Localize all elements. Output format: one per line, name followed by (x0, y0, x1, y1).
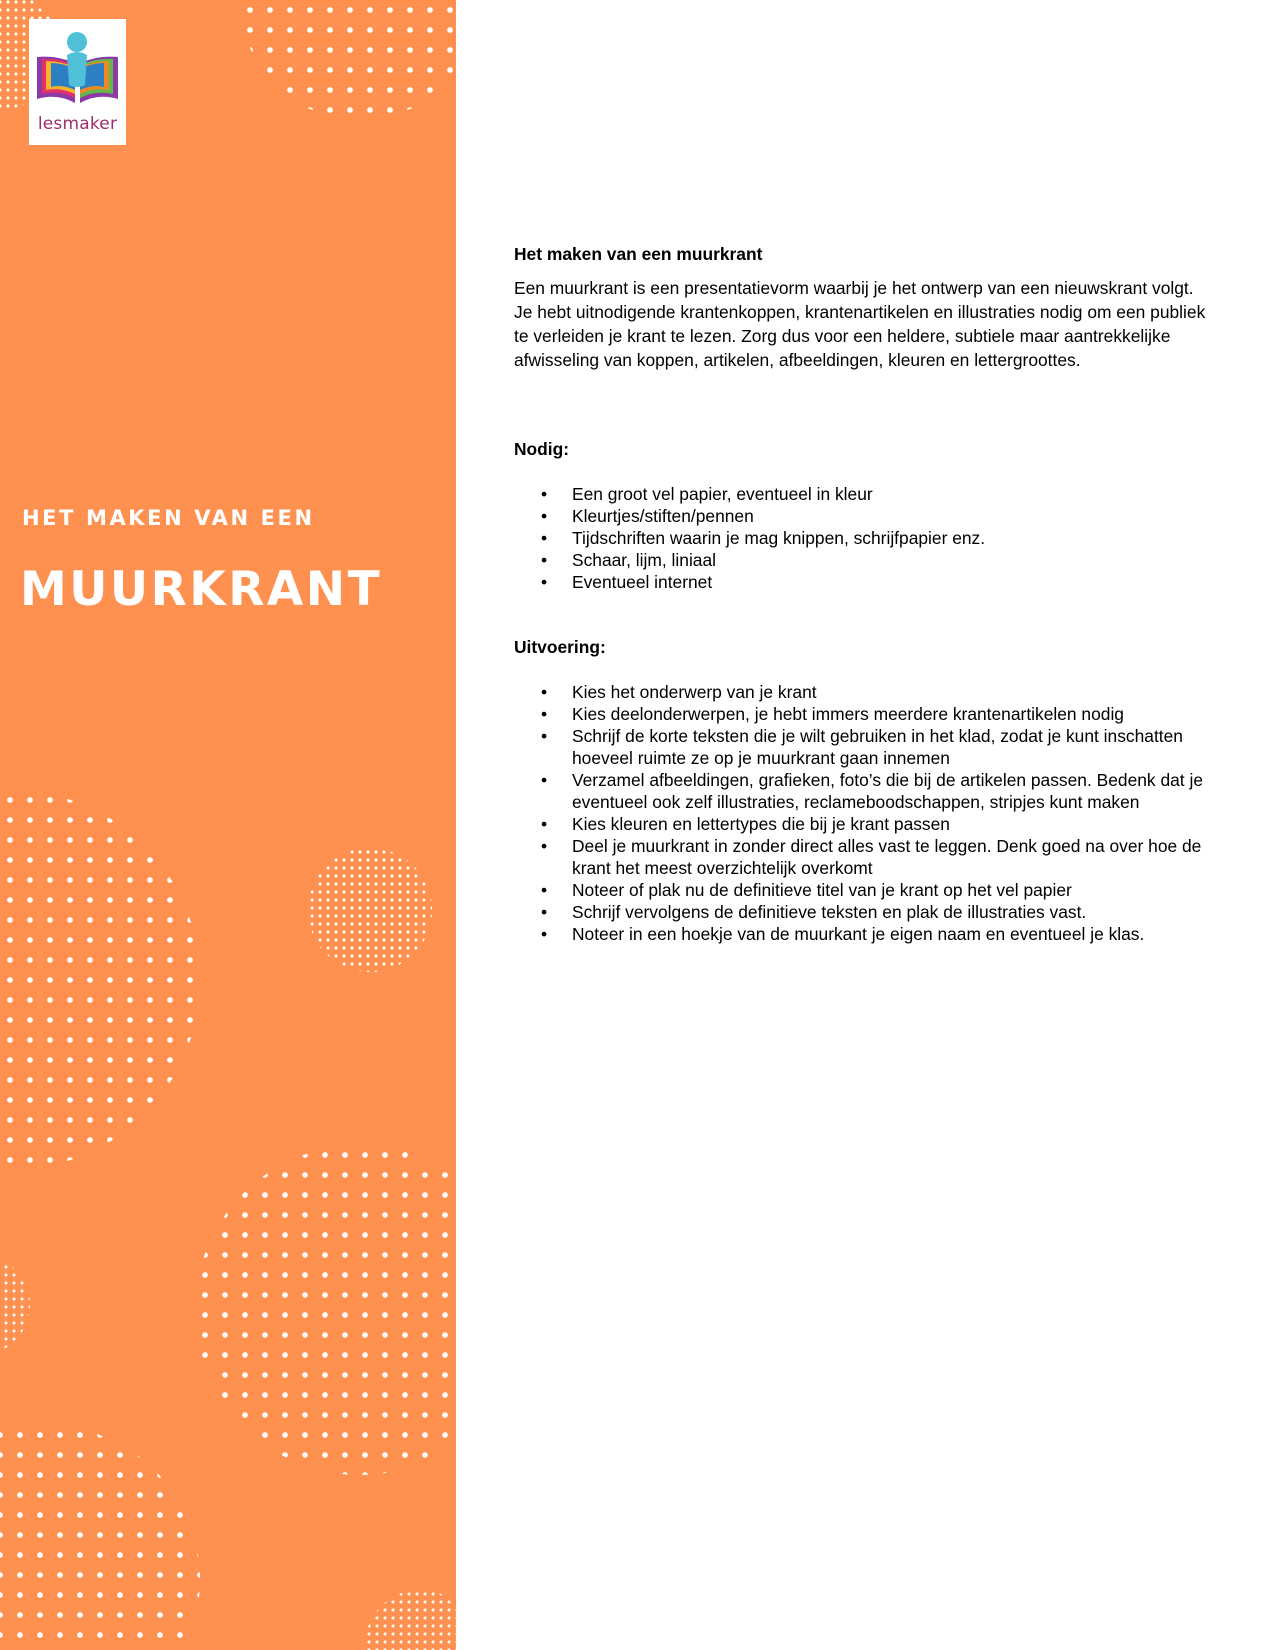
list-item: • Noteer in een hoekje van de muurkant je eigen naam en eventueel je klas. (541, 924, 1145, 944)
book-reader-icon (29, 19, 126, 114)
bullet-icon: • (541, 484, 548, 504)
bullet-icon: • (541, 770, 548, 790)
dot-pattern-top-right (240, 0, 456, 120)
bullet-icon: • (541, 528, 548, 548)
bullet-icon: • (541, 550, 548, 570)
dot-pattern-lower-right (195, 1145, 456, 1475)
list-item: • Kies het onderwerp van je krant (541, 682, 817, 702)
list-item: • Tijdschriften waarin je mag knippen, schrijfpapier enz. (541, 528, 986, 548)
list-item: • Verzamel afbeeldingen, grafieken, foto’s die bij de artikelen passen. Bedenk dat je eventueel ook zelf illustraties, reclameboodschappen, stripjes kunt maken (541, 770, 1203, 812)
nodig-list (514, 483, 1214, 593)
bullet-icon: • (541, 902, 548, 922)
bullet-icon: • (541, 814, 548, 834)
sidebar-subtitle: HET MAKEN VAN EEN (22, 506, 315, 530)
uitvoering-heading: Uitvoering: (514, 637, 606, 657)
bullet-icon: • (541, 704, 548, 724)
lesmaker-logo (29, 19, 126, 145)
bullet-icon: • (541, 924, 548, 944)
bullet-icon: • (541, 836, 548, 856)
document-heading: Het maken van een muurkrant (514, 244, 763, 264)
logo-text: lesmaker (37, 114, 118, 134)
list-item: • Kies deelonderwerpen, je hebt immers meerdere krantenartikelen nodig (541, 704, 1124, 724)
dot-pattern-bottom-right (365, 1590, 456, 1650)
nodig-heading: Nodig: (514, 439, 570, 459)
main-content (514, 242, 1214, 945)
list-item: • Kies kleuren en lettertypes die bij je krant passen (541, 814, 950, 834)
list-item: • Schrijf vervolgens de definitieve teksten en plak de illustraties vast. (541, 902, 1087, 922)
bullet-icon: • (541, 572, 548, 592)
uitvoering-list (514, 681, 1214, 945)
dot-pattern-middle-small (308, 848, 432, 972)
bullet-icon: • (541, 506, 548, 526)
list-item: • Schaar, lijm, liniaal (541, 550, 717, 570)
sidebar-title: MUURKRANT (20, 562, 383, 617)
bullet-icon: • (541, 682, 548, 702)
list-item: • Noteer of plak nu de definitieve titel van je krant op het vel papier (541, 880, 1072, 900)
intro-paragraph: Een muurkrant is een presentatievorm waarbij je het ontwerp van een nieuwskrant volgt. Je hebt uitnodigende krantenkoppen, krantenartikelen en illustraties nodig om een publiek te verleiden je krant te lezen. Zorg dus voor een heldere, subtiele maar aantrekkelijke afwisseling van koppen, artikelen, afbeeldingen, kleuren en lettergroottes. (514, 278, 1206, 370)
bullet-icon: • (541, 880, 548, 900)
dot-pattern-bottom-left (0, 1425, 200, 1650)
list-item: • Eventueel internet (541, 572, 713, 592)
list-item: • Kleurtjes/stiften/pennen (541, 506, 754, 526)
dot-pattern-lower-left-small (0, 1255, 30, 1355)
list-item: • Schrijf de korte teksten die je wilt gebruiken in het klad, zodat je kunt inschatten hoeveel ruimte ze op je muurkrant gaan innemen (541, 726, 1183, 768)
list-item: • Een groot vel papier, eventueel in kleur (541, 484, 873, 504)
list-item: • Deel je muurkrant in zonder direct alles vast te leggen. Denk goed na over hoe de krant het meest overzichtelijk overkomt (541, 836, 1202, 878)
sidebar (0, 0, 456, 1650)
dot-pattern-middle-left (0, 790, 200, 1170)
bullet-icon: • (541, 726, 548, 746)
